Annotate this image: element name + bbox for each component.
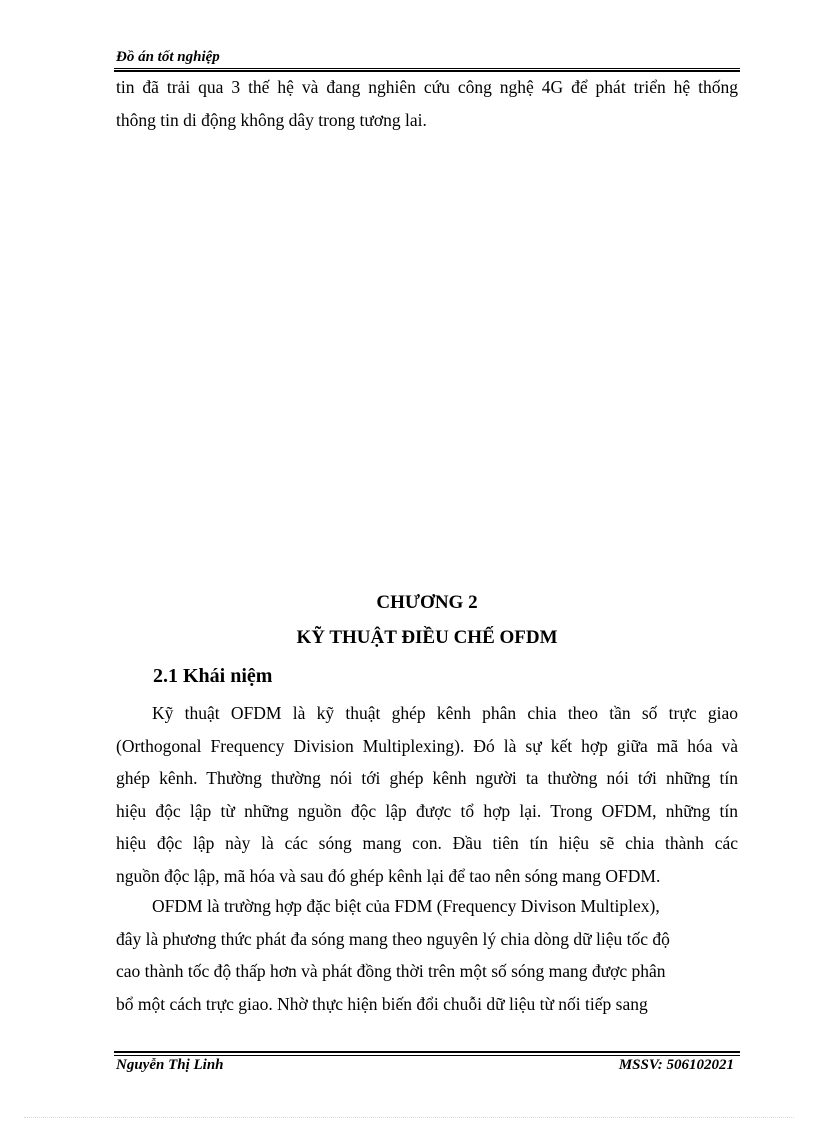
text-line: OFDM là trường hợp đặc biệt của FDM (Frequency Divison Multiplex), <box>152 896 660 916</box>
text-line: (Orthogonal Frequency Division Multiplexing). Đó là sự kết hợp giữa mã hóa và <box>116 735 738 756</box>
text-line: bổ một cách trực giao. Nhờ thực hiện biến đổi chuỗi dữ liệu từ nối tiếp sang <box>116 993 648 1014</box>
text-line: nguồn độc lập, mã hóa và sau đó ghép kênh lại để tao nên sóng mang OFDM. <box>116 865 661 886</box>
paragraph-1 <box>116 697 738 892</box>
footer-author: Nguyễn Thị Linh <box>116 1057 224 1073</box>
section-heading: 2.1 Khái niệm <box>153 665 273 687</box>
text-line: tin đã trải qua 3 thế hệ và đang nghiên cứu công nghệ 4G để phát triển hệ thống <box>116 77 738 97</box>
header-rule-thin <box>114 68 740 69</box>
text-line: hiệu độc lập từ những nguồn độc lập được tổ hợp lại. Trong OFDM, những tín <box>116 800 738 821</box>
paragraph-2 <box>116 890 738 1020</box>
text-line: ghép kênh. Thường thường nói tới ghép kênh người ta thường nói tới những tín <box>116 768 738 788</box>
intro-paragraph <box>116 71 738 136</box>
chapter-title: KỸ THUẬT ĐIỀU CHẾ OFDM <box>296 627 558 648</box>
text-line: Kỹ thuật OFDM là kỹ thuật ghép kênh phân chia theo tần số trực giao <box>152 703 738 723</box>
text-line: thông tin di động không dây trong tương lai. <box>116 109 427 130</box>
text-line: cao thành tốc độ thấp hơn và phát đồng thời trên một số sóng mang được phân <box>116 961 666 981</box>
footer-rule-thin <box>114 1055 740 1056</box>
text-line: hiệu độc lập này là các sóng mang con. Đầu tiên tín hiệu sẽ chia thành các <box>116 833 738 853</box>
footer-student-id: MSSV: 506102021 <box>618 1057 734 1073</box>
chapter-number: CHƯƠNG 2 <box>376 592 478 613</box>
page-header-title: Đồ án tốt nghiệp <box>116 49 220 65</box>
page-bottom-edge <box>24 1117 794 1118</box>
footer-rule-thick <box>114 1051 740 1053</box>
text-line: đây là phương thức phát đa sóng mang theo nguyên lý chia dòng dữ liệu tốc độ <box>116 928 670 949</box>
